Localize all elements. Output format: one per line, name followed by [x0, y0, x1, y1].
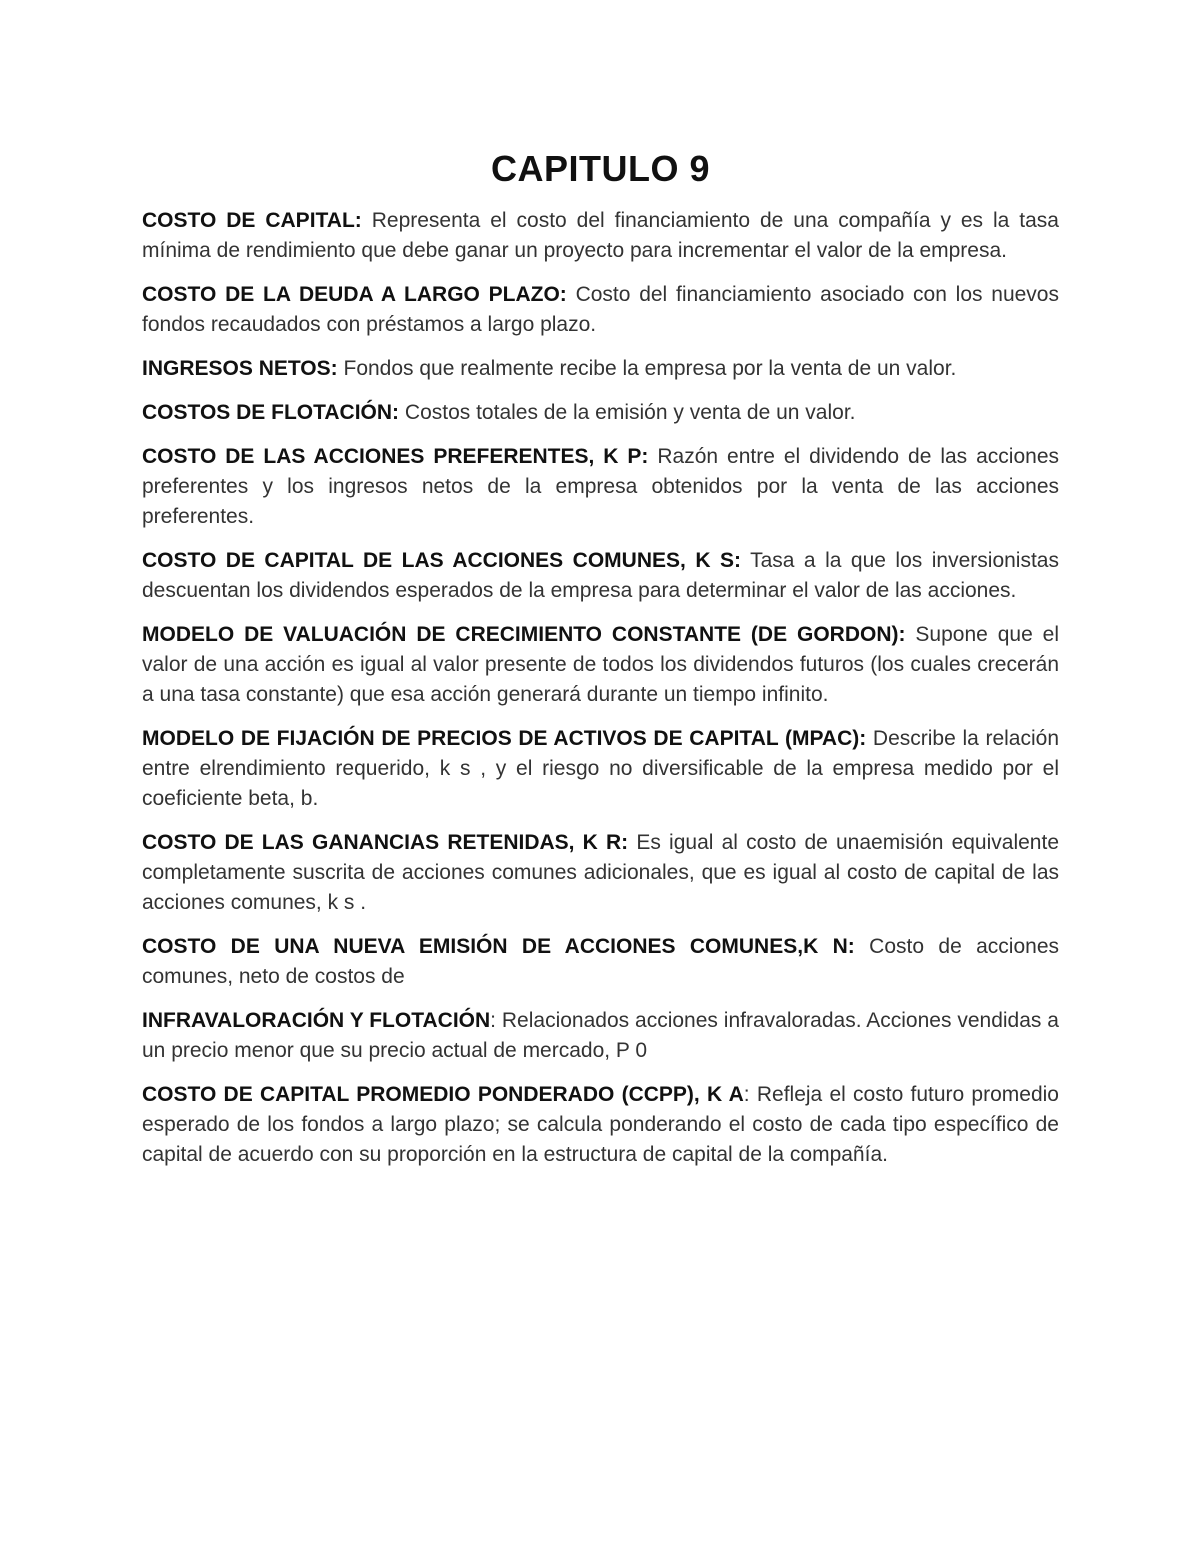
definition-text: Costo del financiamiento asociado con los nuevos fondos recaudados con préstamos a largo plazo.: [142, 283, 1059, 336]
definition-entry: [142, 1080, 1059, 1170]
definition-term: MODELO DE FIJACIÓN DE PRECIOS DE ACTIVOS DE CAPITAL (MPAC):: [142, 727, 867, 750]
definition-entry: [142, 280, 1059, 340]
definition-entry: [142, 724, 1059, 814]
definition-term: MODELO DE VALUACIÓN DE CRECIMIENTO CONSTANTE (DE GORDON):: [142, 623, 906, 646]
definition-term: COSTOS DE FLOTACIÓN:: [142, 401, 400, 424]
definition-entry: [142, 828, 1059, 918]
definition-text: : Relacionados acciones infravaloradas. Acciones vendidas a un precio menor que su precio actual de mercado, P 0: [142, 1009, 1059, 1062]
definition-term: COSTO DE CAPITAL DE LAS ACCIONES COMUNES, K S:: [142, 549, 741, 572]
definition-text: : Refleja el costo futuro promedio esperado de los fondos a largo plazo; se calcula ponderando el costo de cada tipo específico de capital de acuerdo con su proporción en la estructura de capital de la compañía.: [142, 1083, 1059, 1166]
chapter-title: CAPITULO 9: [490, 148, 710, 189]
definition-entry: [142, 354, 1059, 384]
definition-entry: [142, 620, 1059, 710]
definition-entry: [142, 442, 1059, 532]
definition-text: Es igual al costo de unaemisión equivalente completamente suscrita de acciones comunes adicionales, que es igual al costo de capital de las acciones comunes, k s .: [142, 831, 1059, 914]
definition-term: INFRAVALORACIÓN Y FLOTACIÓN: [142, 1009, 491, 1032]
definition-term: COSTO DE LAS ACCIONES PREFERENTES, K P:: [142, 445, 649, 468]
definition-entry: [142, 206, 1059, 266]
definition-term: COSTO DE CAPITAL PROMEDIO PONDERADO (CCPP), K A: [142, 1083, 744, 1106]
definition-text: Tasa a la que los inversionistas descuentan los dividendos esperados de la empresa para determinar el valor de las acciones.: [142, 549, 1059, 602]
definition-text: Supone que el valor de una acción es igual al valor presente de todos los dividendos futuros (los cuales crecerán a una tasa constante) que esa acción generará durante un tiempo infinito.: [142, 623, 1059, 706]
definition-entry: [142, 398, 1059, 428]
definition-term: COSTO DE LA DEUDA A LARGO PLAZO:: [142, 283, 567, 306]
definition-text: Representa el costo del financiamiento de una compañía y es la tasa mínima de rendimiento que debe ganar un proyecto para incrementar el valor de la empresa.: [142, 209, 1059, 262]
definition-text: Fondos que realmente recibe la empresa por la venta de un valor.: [337, 357, 957, 380]
definition-text: Costos totales de la emisión y venta de un valor.: [399, 401, 856, 424]
definition-entry: [142, 932, 1059, 992]
definition-term: COSTO DE UNA NUEVA EMISIÓN DE ACCIONES COMUNES,K N:: [142, 935, 855, 958]
definition-entry: [142, 546, 1059, 606]
document-page: [142, 140, 1059, 1184]
definition-term: COSTO DE CAPITAL:: [142, 209, 362, 232]
definition-text: Describe la relación entre elrendimiento requerido, k s , y el riesgo no diversificable de la empresa medido por el coeficiente beta, b.: [142, 727, 1059, 810]
definition-text: Razón entre el dividendo de las acciones preferentes y los ingresos netos de la empresa obtenidos por la venta de las acciones preferentes.: [142, 445, 1059, 528]
definition-entry: [142, 1006, 1059, 1066]
definition-term: INGRESOS NETOS:: [142, 357, 338, 380]
definition-text: Costo de acciones comunes, neto de costos de: [142, 935, 1060, 988]
definition-term: COSTO DE LAS GANANCIAS RETENIDAS, K R:: [142, 831, 629, 854]
